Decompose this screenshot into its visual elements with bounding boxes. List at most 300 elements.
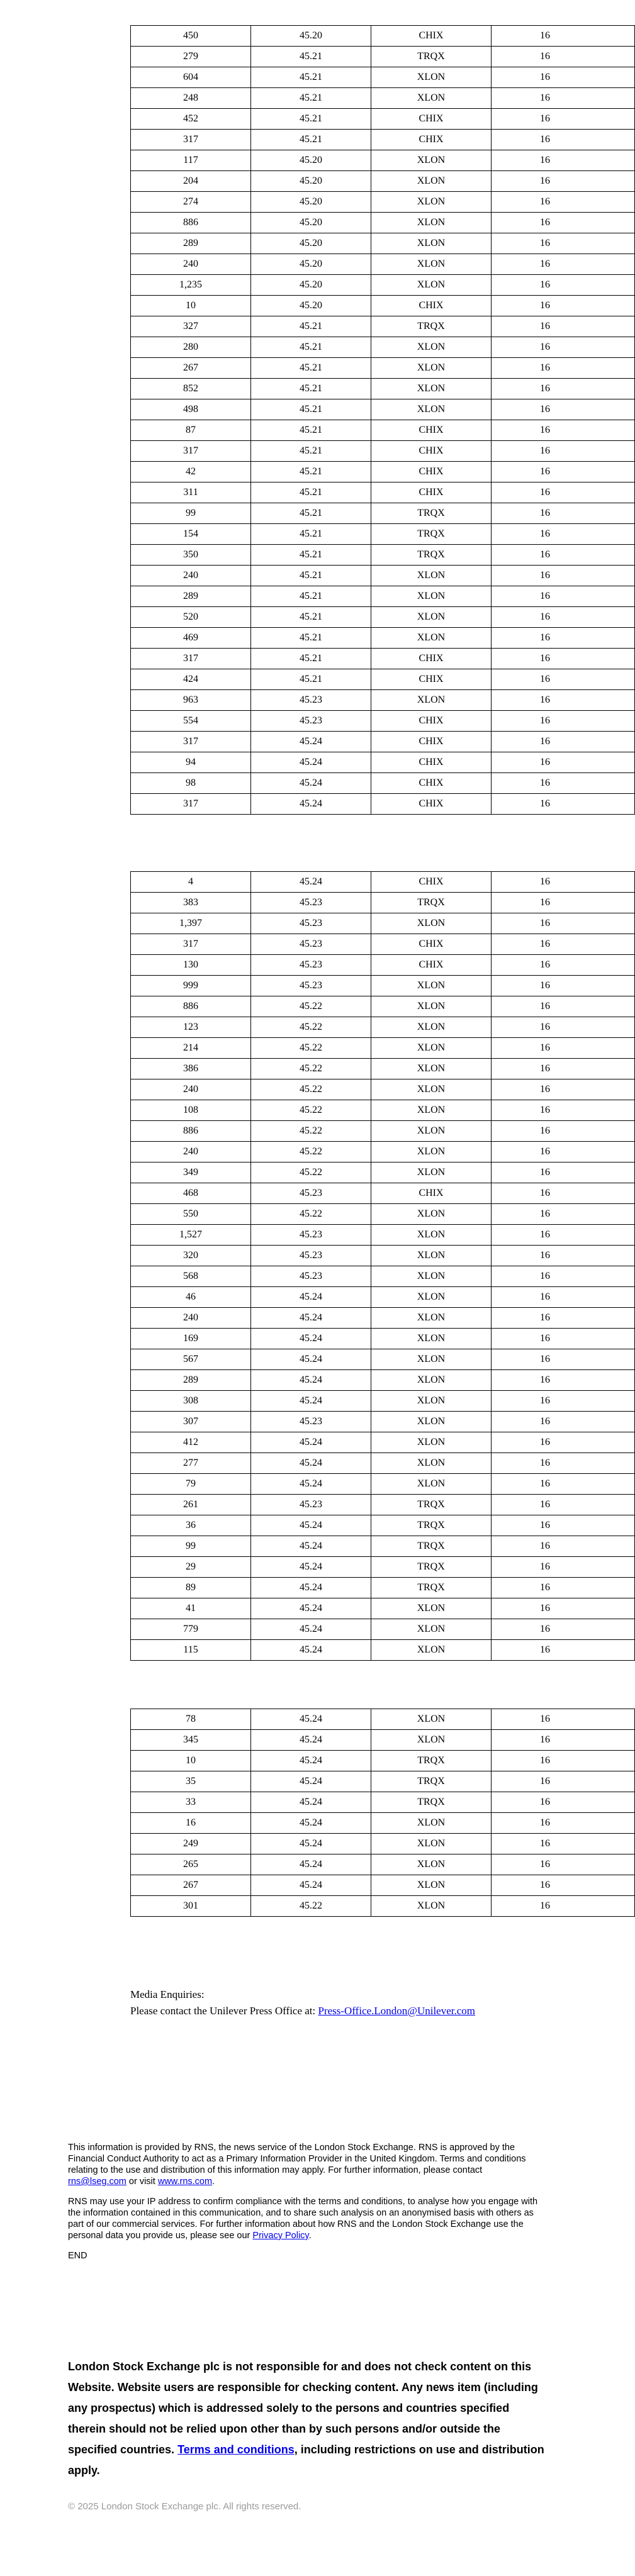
volume-cell: 554 <box>131 711 251 732</box>
venue-cell: XLON <box>371 1329 492 1349</box>
volume-cell: 452 <box>131 109 251 130</box>
table-row <box>131 690 635 711</box>
table-row <box>131 1751 635 1771</box>
venue-cell: CHIX <box>371 752 492 773</box>
volume-cell: 886 <box>131 1121 251 1142</box>
terms-and-conditions-link[interactable]: Terms and conditions <box>177 2443 295 2456</box>
price-cell: 45.21 <box>251 88 371 109</box>
time-cell: 16 <box>492 669 635 690</box>
volume-cell: 10 <box>131 1751 251 1771</box>
volume-cell: 999 <box>131 976 251 996</box>
venue-cell: XLON <box>371 1730 492 1751</box>
rns-info-mid: or visit <box>126 2177 158 2187</box>
table-row <box>131 1640 635 1661</box>
venue-cell: XLON <box>371 1225 492 1246</box>
venue-cell: CHIX <box>371 732 492 752</box>
table-row <box>131 1246 635 1266</box>
price-cell: 45.22 <box>251 1121 371 1142</box>
venue-cell: TRQX <box>371 893 492 913</box>
venue-cell: TRQX <box>371 1495 492 1515</box>
time-cell: 16 <box>492 872 635 893</box>
volume-cell: 424 <box>131 669 251 690</box>
price-cell: 45.23 <box>251 1225 371 1246</box>
table-row <box>131 213 635 233</box>
volume-cell: 46 <box>131 1287 251 1308</box>
price-cell: 45.20 <box>251 26 371 47</box>
time-cell: 16 <box>492 1751 635 1771</box>
venue-cell: XLON <box>371 1391 492 1412</box>
price-cell: 45.21 <box>251 524 371 545</box>
table-row <box>131 1412 635 1432</box>
rns-disclaimer <box>68 2142 540 2270</box>
volume-cell: 267 <box>131 1875 251 1896</box>
table-row <box>131 1059 635 1079</box>
price-cell: 45.21 <box>251 379 371 399</box>
time-cell: 16 <box>492 996 635 1017</box>
table-row <box>131 996 635 1017</box>
time-cell: 16 <box>492 752 635 773</box>
table-row <box>131 67 635 88</box>
venue-cell: XLON <box>371 1453 492 1474</box>
table-row <box>131 586 635 607</box>
price-cell: 45.24 <box>251 1834 371 1854</box>
price-cell: 45.21 <box>251 130 371 150</box>
price-cell: 45.24 <box>251 1813 371 1834</box>
volume-cell: 267 <box>131 358 251 379</box>
time-cell: 16 <box>492 607 635 628</box>
time-cell: 16 <box>492 420 635 441</box>
time-cell: 16 <box>492 1329 635 1349</box>
venue-cell: XLON <box>371 67 492 88</box>
table-row <box>131 1813 635 1834</box>
volume-cell: 41 <box>131 1598 251 1619</box>
price-cell: 45.24 <box>251 1792 371 1813</box>
rns-info-end: . <box>212 2177 215 2187</box>
volume-cell: 33 <box>131 1792 251 1813</box>
volume-cell: 240 <box>131 1142 251 1163</box>
table-row <box>131 607 635 628</box>
price-cell: 45.24 <box>251 752 371 773</box>
table-row <box>131 711 635 732</box>
volume-cell: 550 <box>131 1204 251 1225</box>
venue-cell: XLON <box>371 379 492 399</box>
time-cell: 16 <box>492 1619 635 1640</box>
time-cell: 16 <box>492 628 635 649</box>
venue-cell: TRQX <box>371 1792 492 1813</box>
price-cell: 45.20 <box>251 171 371 192</box>
venue-cell: XLON <box>371 233 492 254</box>
table-row <box>131 1308 635 1329</box>
table-row <box>131 566 635 586</box>
price-cell: 45.21 <box>251 503 371 524</box>
table-row <box>131 893 635 913</box>
media-contact-text: Please contact the Unilever Press Office at: <box>130 2005 318 2017</box>
time-cell: 16 <box>492 1017 635 1038</box>
volume-cell: 468 <box>131 1183 251 1204</box>
table-row <box>131 1183 635 1204</box>
table-row <box>131 1391 635 1412</box>
venue-cell: CHIX <box>371 130 492 150</box>
table-row <box>131 1875 635 1896</box>
volume-cell: 779 <box>131 1619 251 1640</box>
volume-cell: 604 <box>131 67 251 88</box>
volume-cell: 317 <box>131 934 251 955</box>
time-cell: 16 <box>492 296 635 316</box>
table-row <box>131 503 635 524</box>
privacy-policy-link[interactable]: Privacy Policy <box>252 2231 309 2241</box>
table-row <box>131 934 635 955</box>
end-label: END <box>68 2251 87 2261</box>
time-cell: 16 <box>492 1896 635 1917</box>
time-cell: 16 <box>492 67 635 88</box>
time-cell: 16 <box>492 1163 635 1183</box>
volume-cell: 99 <box>131 503 251 524</box>
table-row <box>131 358 635 379</box>
venue-cell: XLON <box>371 254 492 275</box>
time-cell: 16 <box>492 316 635 337</box>
time-cell: 16 <box>492 893 635 913</box>
volume-cell: 99 <box>131 1536 251 1557</box>
price-cell: 45.23 <box>251 893 371 913</box>
time-cell: 16 <box>492 1349 635 1370</box>
venue-cell: CHIX <box>371 462 492 482</box>
table-row <box>131 955 635 976</box>
table-row <box>131 1771 635 1792</box>
volume-cell: 345 <box>131 1730 251 1751</box>
price-cell: 45.22 <box>251 1059 371 1079</box>
volume-cell: 29 <box>131 1557 251 1578</box>
time-cell: 16 <box>492 337 635 358</box>
price-cell: 45.24 <box>251 794 371 815</box>
time-cell: 16 <box>492 109 635 130</box>
venue-cell: XLON <box>371 1619 492 1640</box>
rns-privacy-end: . <box>308 2231 312 2241</box>
table-row <box>131 1730 635 1751</box>
price-cell: 45.22 <box>251 996 371 1017</box>
venue-cell: XLON <box>371 213 492 233</box>
price-cell: 45.21 <box>251 649 371 669</box>
table-row <box>131 26 635 47</box>
time-cell: 16 <box>492 192 635 213</box>
venue-cell: XLON <box>371 275 492 296</box>
volume-cell: 35 <box>131 1771 251 1792</box>
time-cell: 16 <box>492 1771 635 1792</box>
time-cell: 16 <box>492 379 635 399</box>
volume-cell: 10 <box>131 296 251 316</box>
venue-cell: XLON <box>371 1059 492 1079</box>
volume-cell: 469 <box>131 628 251 649</box>
volume-cell: 317 <box>131 649 251 669</box>
venue-cell: XLON <box>371 1640 492 1661</box>
venue-cell: XLON <box>371 150 492 171</box>
volume-cell: 567 <box>131 1349 251 1370</box>
table-row <box>131 545 635 566</box>
table-row <box>131 773 635 794</box>
time-cell: 16 <box>492 1412 635 1432</box>
price-cell: 45.21 <box>251 67 371 88</box>
table-row <box>131 233 635 254</box>
table-row <box>131 669 635 690</box>
rns-privacy-text: RNS may use your IP address to confirm compliance with the terms and conditions, to analyse how you engage with the information contained in this communication, and to share such analysis on an anonymised basis with others as part of our commercial services. For further information about how RNS and the London Stock Exchange use the personal data you provide us, please see our <box>68 2197 538 2241</box>
venue-cell: CHIX <box>371 669 492 690</box>
time-cell: 16 <box>492 482 635 503</box>
volume-cell: 16 <box>131 1813 251 1834</box>
venue-cell: TRQX <box>371 1557 492 1578</box>
press-office-email-link[interactable]: Press-Office.London@Unilever.com <box>318 2005 476 2017</box>
price-cell: 45.23 <box>251 913 371 934</box>
volume-cell: 412 <box>131 1432 251 1453</box>
volume-cell: 89 <box>131 1578 251 1598</box>
venue-cell: XLON <box>371 566 492 586</box>
media-contact <box>130 2003 475 2019</box>
venue-cell: CHIX <box>371 296 492 316</box>
venue-cell: XLON <box>371 1854 492 1875</box>
volume-cell: 289 <box>131 1370 251 1391</box>
volume-cell: 311 <box>131 482 251 503</box>
venue-cell: XLON <box>371 1709 492 1730</box>
volume-cell: 36 <box>131 1515 251 1536</box>
price-cell: 45.21 <box>251 337 371 358</box>
time-cell: 16 <box>492 503 635 524</box>
venue-cell: CHIX <box>371 955 492 976</box>
price-cell: 45.20 <box>251 150 371 171</box>
venue-cell: XLON <box>371 607 492 628</box>
table-row <box>131 47 635 67</box>
time-cell: 16 <box>492 773 635 794</box>
table-row <box>131 794 635 815</box>
venue-cell: TRQX <box>371 1536 492 1557</box>
venue-cell: XLON <box>371 358 492 379</box>
volume-cell: 94 <box>131 752 251 773</box>
table-row <box>131 1619 635 1640</box>
time-cell: 16 <box>492 1391 635 1412</box>
time-cell: 16 <box>492 358 635 379</box>
venue-cell: XLON <box>371 88 492 109</box>
time-cell: 16 <box>492 1453 635 1474</box>
price-cell: 45.23 <box>251 711 371 732</box>
volume-cell: 383 <box>131 893 251 913</box>
venue-cell: XLON <box>371 399 492 420</box>
venue-cell: XLON <box>371 586 492 607</box>
table-row <box>131 1495 635 1515</box>
price-cell: 45.24 <box>251 1751 371 1771</box>
volume-cell: 886 <box>131 213 251 233</box>
time-cell: 16 <box>492 150 635 171</box>
table-row <box>131 1204 635 1225</box>
table-row <box>131 628 635 649</box>
price-cell: 45.24 <box>251 1578 371 1598</box>
media-enquiries <box>130 1987 475 2019</box>
table-row <box>131 192 635 213</box>
venue-cell: TRQX <box>371 316 492 337</box>
venue-cell: XLON <box>371 1100 492 1121</box>
price-cell: 45.23 <box>251 1183 371 1204</box>
table-row <box>131 1349 635 1370</box>
table-row <box>131 913 635 934</box>
venue-cell: XLON <box>371 913 492 934</box>
volume-cell: 274 <box>131 192 251 213</box>
price-cell: 45.20 <box>251 192 371 213</box>
price-cell: 45.24 <box>251 1474 371 1495</box>
price-cell: 45.21 <box>251 669 371 690</box>
table-row <box>131 649 635 669</box>
venue-cell: XLON <box>371 1163 492 1183</box>
volume-cell: 307 <box>131 1412 251 1432</box>
time-cell: 16 <box>492 233 635 254</box>
table-row <box>131 275 635 296</box>
venue-cell: XLON <box>371 1349 492 1370</box>
volume-cell: 308 <box>131 1391 251 1412</box>
price-cell: 45.23 <box>251 1412 371 1432</box>
time-cell: 16 <box>492 1495 635 1515</box>
time-cell: 16 <box>492 1038 635 1059</box>
table-row <box>131 1557 635 1578</box>
time-cell: 16 <box>492 586 635 607</box>
volume-cell: 108 <box>131 1100 251 1121</box>
venue-cell: XLON <box>371 1813 492 1834</box>
volume-cell: 349 <box>131 1163 251 1183</box>
price-cell: 45.21 <box>251 628 371 649</box>
price-cell: 45.21 <box>251 316 371 337</box>
price-cell: 45.24 <box>251 1640 371 1661</box>
table-row <box>131 1709 635 1730</box>
price-cell: 45.22 <box>251 1896 371 1917</box>
time-cell: 16 <box>492 1640 635 1661</box>
rns-email-link[interactable]: rns@lseg.com <box>68 2177 126 2187</box>
time-cell: 16 <box>492 399 635 420</box>
venue-cell: XLON <box>371 1896 492 1917</box>
price-cell: 45.22 <box>251 1163 371 1183</box>
venue-cell: XLON <box>371 1412 492 1432</box>
table-row <box>131 1515 635 1536</box>
copyright-notice: © 2025 London Stock Exchange plc. All rights reserved. <box>68 2501 301 2512</box>
venue-cell: XLON <box>371 1142 492 1163</box>
volume-cell: 4 <box>131 872 251 893</box>
price-cell: 45.22 <box>251 1017 371 1038</box>
time-cell: 16 <box>492 1370 635 1391</box>
volume-cell: 386 <box>131 1059 251 1079</box>
venue-cell: XLON <box>371 337 492 358</box>
table-row <box>131 1100 635 1121</box>
table-row <box>131 399 635 420</box>
table-row <box>131 872 635 893</box>
trades-table-wrapper-2 <box>0 871 550 1655</box>
price-cell: 45.21 <box>251 109 371 130</box>
volume-cell: 963 <box>131 690 251 711</box>
lse-notice <box>68 2356 546 2481</box>
volume-cell: 886 <box>131 996 251 1017</box>
price-cell: 45.24 <box>251 1391 371 1412</box>
volume-cell: 1,527 <box>131 1225 251 1246</box>
volume-cell: 87 <box>131 420 251 441</box>
price-cell: 45.24 <box>251 773 371 794</box>
volume-cell: 98 <box>131 773 251 794</box>
table-row <box>131 150 635 171</box>
media-heading: Media Enquiries: <box>130 1988 205 2000</box>
time-cell: 16 <box>492 1079 635 1100</box>
time-cell: 16 <box>492 524 635 545</box>
venue-cell: TRQX <box>371 1751 492 1771</box>
table-row <box>131 1142 635 1163</box>
time-cell: 16 <box>492 976 635 996</box>
table-row <box>131 976 635 996</box>
venue-cell: CHIX <box>371 773 492 794</box>
price-cell: 45.24 <box>251 1619 371 1640</box>
venue-cell: XLON <box>371 1370 492 1391</box>
price-cell: 45.21 <box>251 47 371 67</box>
time-cell: 16 <box>492 1287 635 1308</box>
volume-cell: 248 <box>131 88 251 109</box>
table-row <box>131 1225 635 1246</box>
venue-cell: XLON <box>371 1038 492 1059</box>
venue-cell: XLON <box>371 1204 492 1225</box>
table-row <box>131 1163 635 1183</box>
price-cell: 45.23 <box>251 690 371 711</box>
price-cell: 45.22 <box>251 1079 371 1100</box>
venue-cell: XLON <box>371 1017 492 1038</box>
price-cell: 45.24 <box>251 1515 371 1536</box>
table-row <box>131 1017 635 1038</box>
venue-cell: TRQX <box>371 545 492 566</box>
time-cell: 16 <box>492 1142 635 1163</box>
time-cell: 16 <box>492 955 635 976</box>
venue-cell: XLON <box>371 1287 492 1308</box>
time-cell: 16 <box>492 732 635 752</box>
table-row <box>131 296 635 316</box>
time-cell: 16 <box>492 1792 635 1813</box>
volume-cell: 317 <box>131 130 251 150</box>
time-cell: 16 <box>492 545 635 566</box>
time-cell: 16 <box>492 1854 635 1875</box>
venue-cell: XLON <box>371 976 492 996</box>
trades-table-wrapper-3 <box>0 1709 550 1916</box>
venue-cell: CHIX <box>371 872 492 893</box>
price-cell: 45.21 <box>251 545 371 566</box>
venue-cell: XLON <box>371 1246 492 1266</box>
price-cell: 45.21 <box>251 462 371 482</box>
table-row <box>131 732 635 752</box>
time-cell: 16 <box>492 566 635 586</box>
volume-cell: 279 <box>131 47 251 67</box>
table-row <box>131 1266 635 1287</box>
rns-info-paragraph <box>68 2142 540 2187</box>
volume-cell: 214 <box>131 1038 251 1059</box>
trades-table-1 <box>130 25 635 815</box>
price-cell: 45.24 <box>251 1709 371 1730</box>
venue-cell: CHIX <box>371 649 492 669</box>
volume-cell: 277 <box>131 1453 251 1474</box>
table-row <box>131 1370 635 1391</box>
time-cell: 16 <box>492 130 635 150</box>
table-row <box>131 1287 635 1308</box>
table-row <box>131 1453 635 1474</box>
volume-cell: 130 <box>131 955 251 976</box>
venue-cell: XLON <box>371 1474 492 1495</box>
time-cell: 16 <box>492 1308 635 1329</box>
table-row <box>131 337 635 358</box>
price-cell: 45.20 <box>251 254 371 275</box>
volume-cell: 498 <box>131 399 251 420</box>
table-row <box>131 1038 635 1059</box>
price-cell: 45.21 <box>251 358 371 379</box>
venue-cell: XLON <box>371 1432 492 1453</box>
time-cell: 16 <box>492 275 635 296</box>
price-cell: 45.23 <box>251 955 371 976</box>
volume-cell: 249 <box>131 1834 251 1854</box>
volume-cell: 240 <box>131 254 251 275</box>
rns-website-link[interactable]: www.rns.com <box>157 2177 213 2187</box>
price-cell: 45.20 <box>251 233 371 254</box>
